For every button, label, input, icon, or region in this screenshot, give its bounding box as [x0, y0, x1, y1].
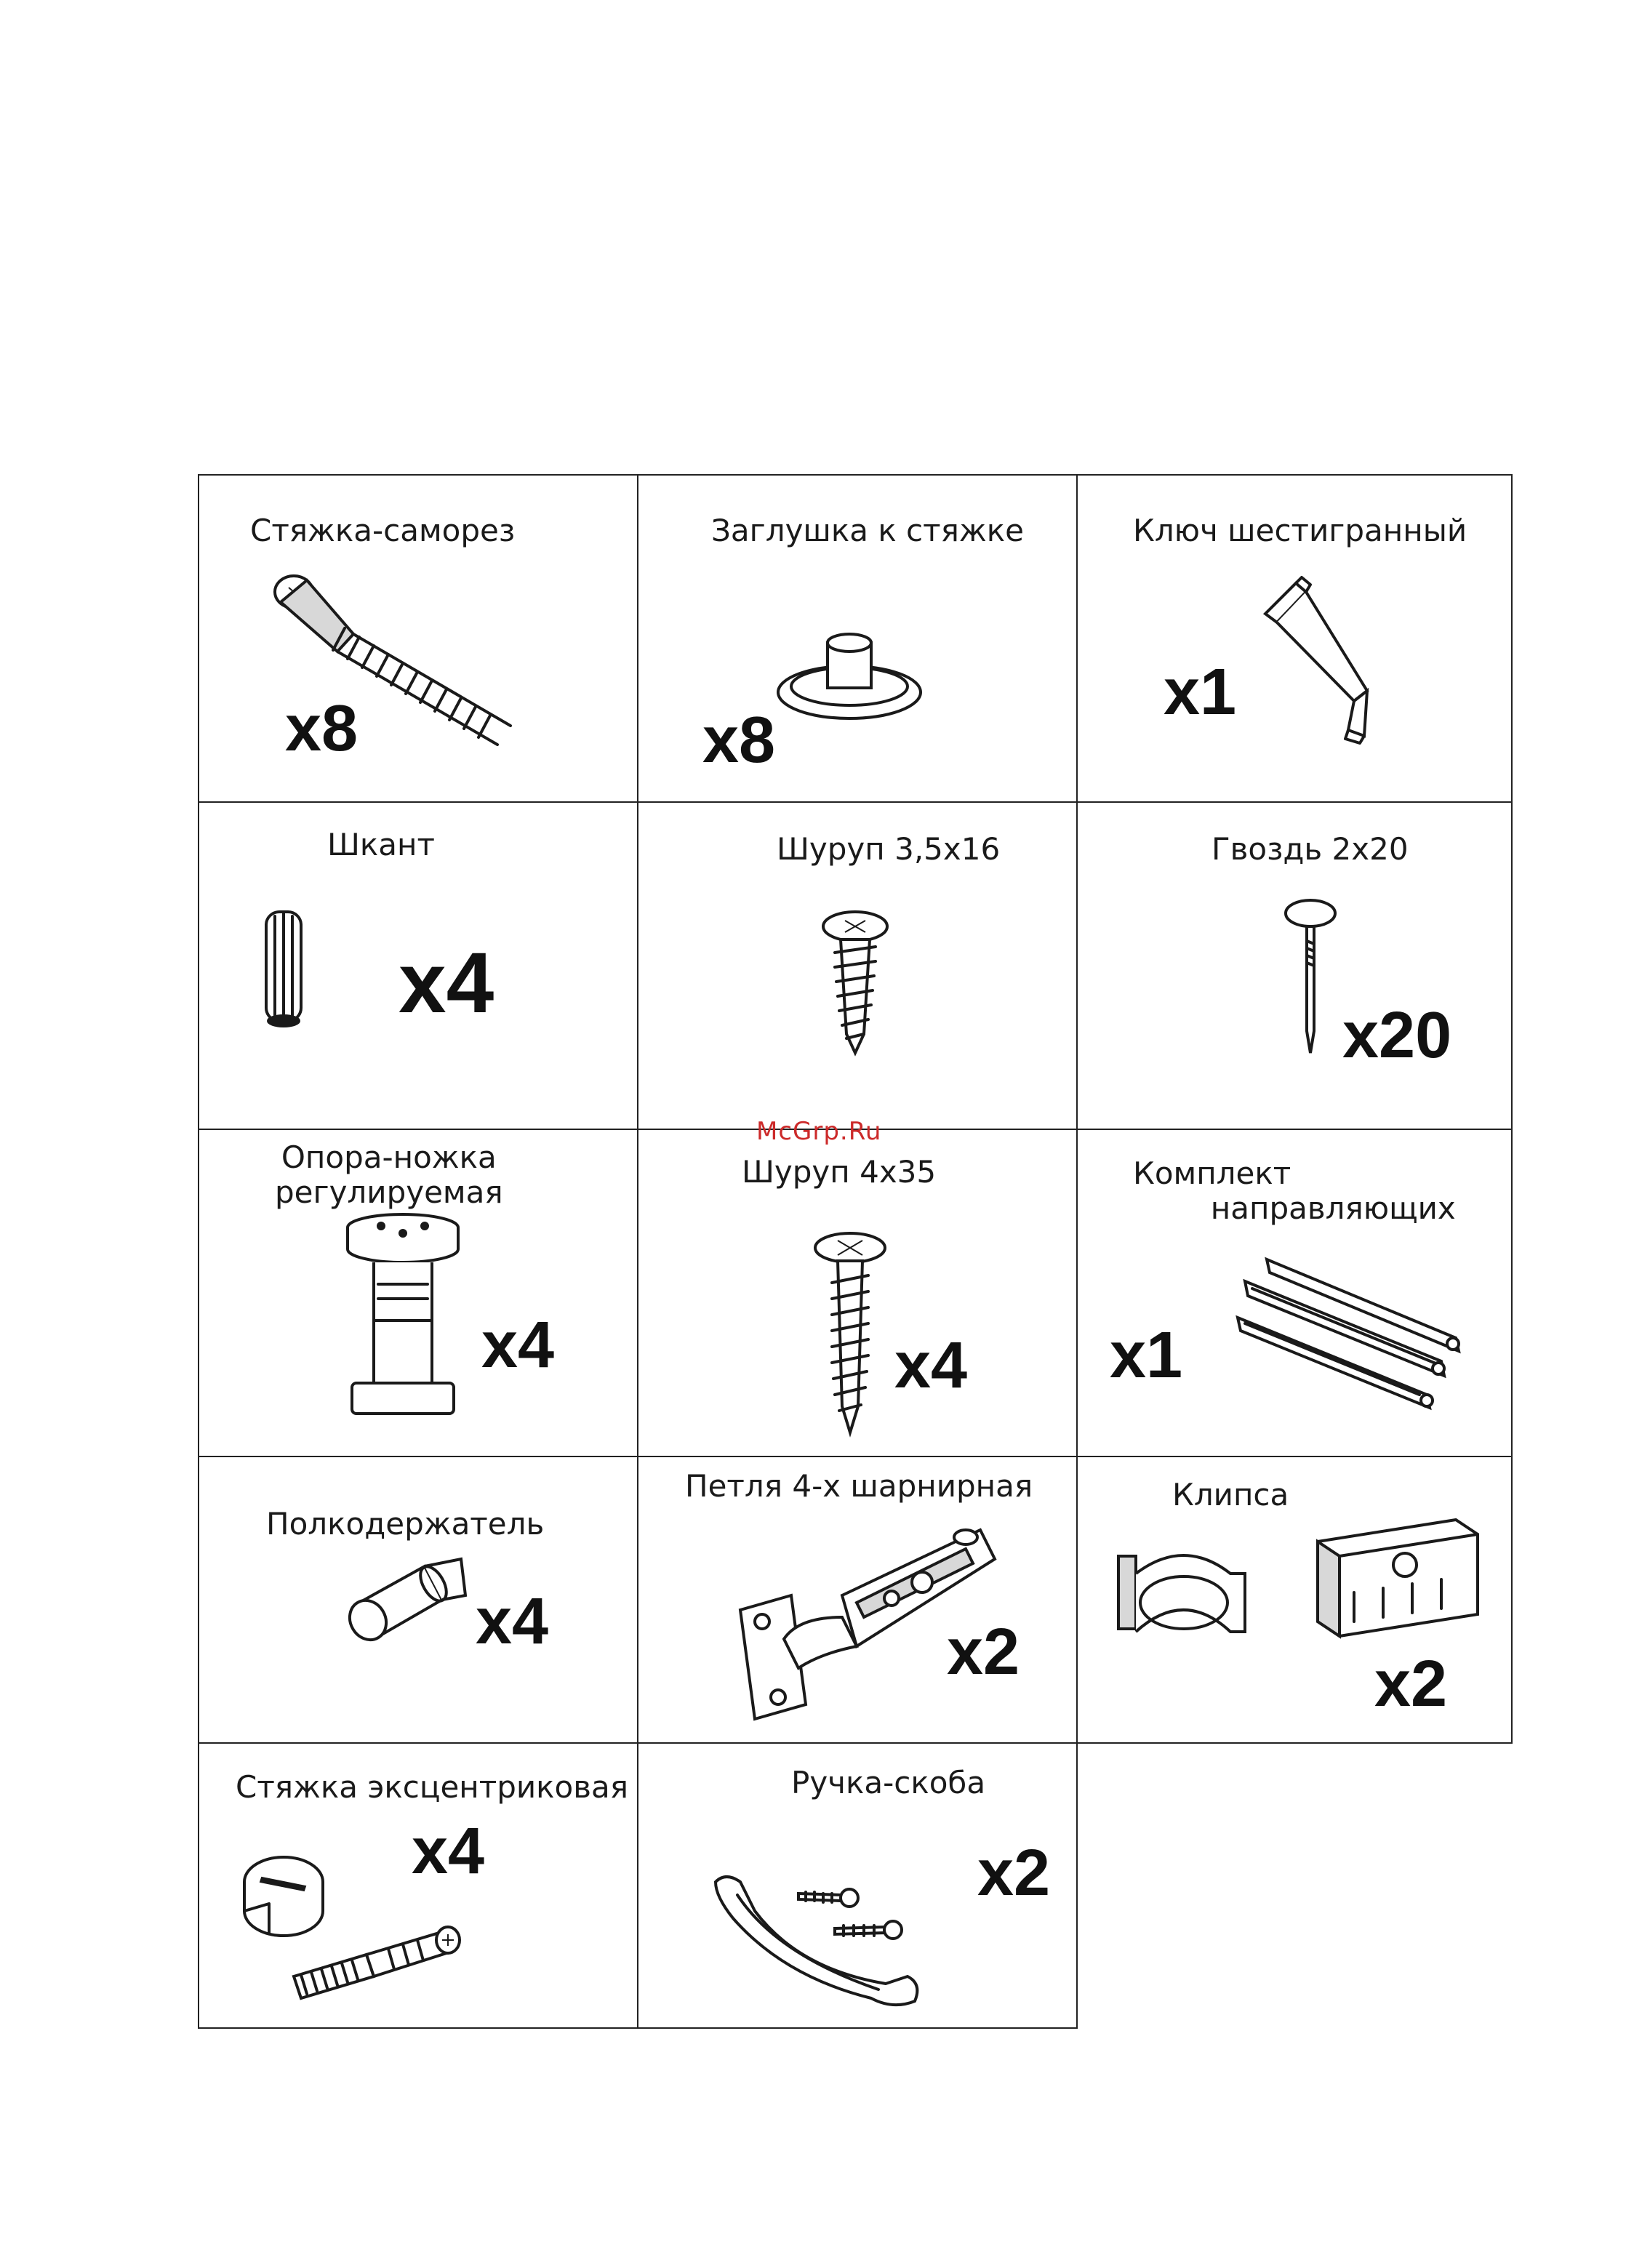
hex-key-icon: [1245, 570, 1405, 745]
part-quantity: x2: [1374, 1648, 1448, 1720]
part-cell-shelf-support: [198, 1456, 638, 1744]
part-cell-adjustable-leg: [198, 1129, 638, 1457]
part-cell-handle: [637, 1742, 1078, 2029]
handle-screws-icon: [791, 1882, 922, 1947]
part-quantity: x2: [977, 1837, 1051, 1910]
screw-short-icon: [819, 910, 892, 1056]
part-title: Шуруп 4х35: [742, 1154, 937, 1190]
part-cell-hex-key: [1076, 474, 1513, 803]
part-quantity: x4: [481, 1309, 555, 1382]
part-quantity: x8: [285, 692, 359, 765]
part-quantity: x1: [1110, 1319, 1183, 1392]
part-cell-dowel: [198, 801, 638, 1130]
part-quantity: x4: [476, 1585, 549, 1658]
parts-grid: [198, 474, 1513, 2027]
part-title: Комплект направляющих: [1133, 1155, 1456, 1226]
part-title: Ручка-скоба: [791, 1765, 986, 1800]
part-quantity: x20: [1342, 999, 1452, 1072]
part-title: Стяжка эксцентриковая: [236, 1769, 628, 1805]
part-cell-hinge: [637, 1456, 1078, 1744]
part-quantity: x4: [894, 1329, 968, 1402]
part-title: Гвоздь 2х20: [1212, 831, 1409, 867]
part-cell-clip: [1076, 1456, 1513, 1744]
part-cell-screw-long: [637, 1129, 1078, 1457]
cam-bolt-icon: [279, 1918, 468, 2005]
screw-long-icon: [810, 1232, 890, 1435]
part-cell-drawer-slides: [1076, 1129, 1513, 1457]
part-title: Заглушка к стяжке: [711, 513, 1024, 548]
dowel-icon: [262, 905, 305, 1028]
part-quantity: x4: [399, 935, 494, 1031]
clip-bracket-icon: [1310, 1512, 1485, 1643]
part-title: Шкант: [327, 827, 435, 862]
part-quantity: x4: [412, 1815, 485, 1888]
adjustable-leg-icon: [345, 1211, 461, 1422]
part-cell-screw-short: [637, 801, 1078, 1130]
part-title: Петля 4-х шарнирная: [685, 1468, 1033, 1504]
part-cell-screw-cap: [637, 474, 1078, 803]
shelf-support-icon: [345, 1552, 468, 1646]
part-quantity: x2: [947, 1616, 1020, 1688]
part-title: Ключ шестигранный: [1133, 513, 1467, 548]
drawer-slides-icon: [1223, 1252, 1463, 1419]
part-cell-nail: [1076, 801, 1513, 1130]
part-title: Клипса: [1172, 1477, 1289, 1512]
part-cell-cam-lock: [198, 1742, 638, 2029]
part-title: Шуруп 3,5х16: [777, 831, 1001, 867]
nail-icon: [1281, 897, 1339, 1057]
part-quantity: x8: [702, 704, 776, 777]
part-title: Опора-ножка регулируемая: [275, 1139, 503, 1210]
screw-cap-icon: [777, 621, 922, 723]
clip-icon: [1114, 1544, 1252, 1646]
part-title: Стяжка-саморез: [250, 513, 516, 548]
part-cell-confirmat-screw: [198, 474, 638, 803]
part-quantity: x1: [1164, 656, 1237, 729]
watermark: McGrp.Ru: [756, 1117, 882, 1146]
part-title: Полкодержатель: [266, 1506, 545, 1542]
